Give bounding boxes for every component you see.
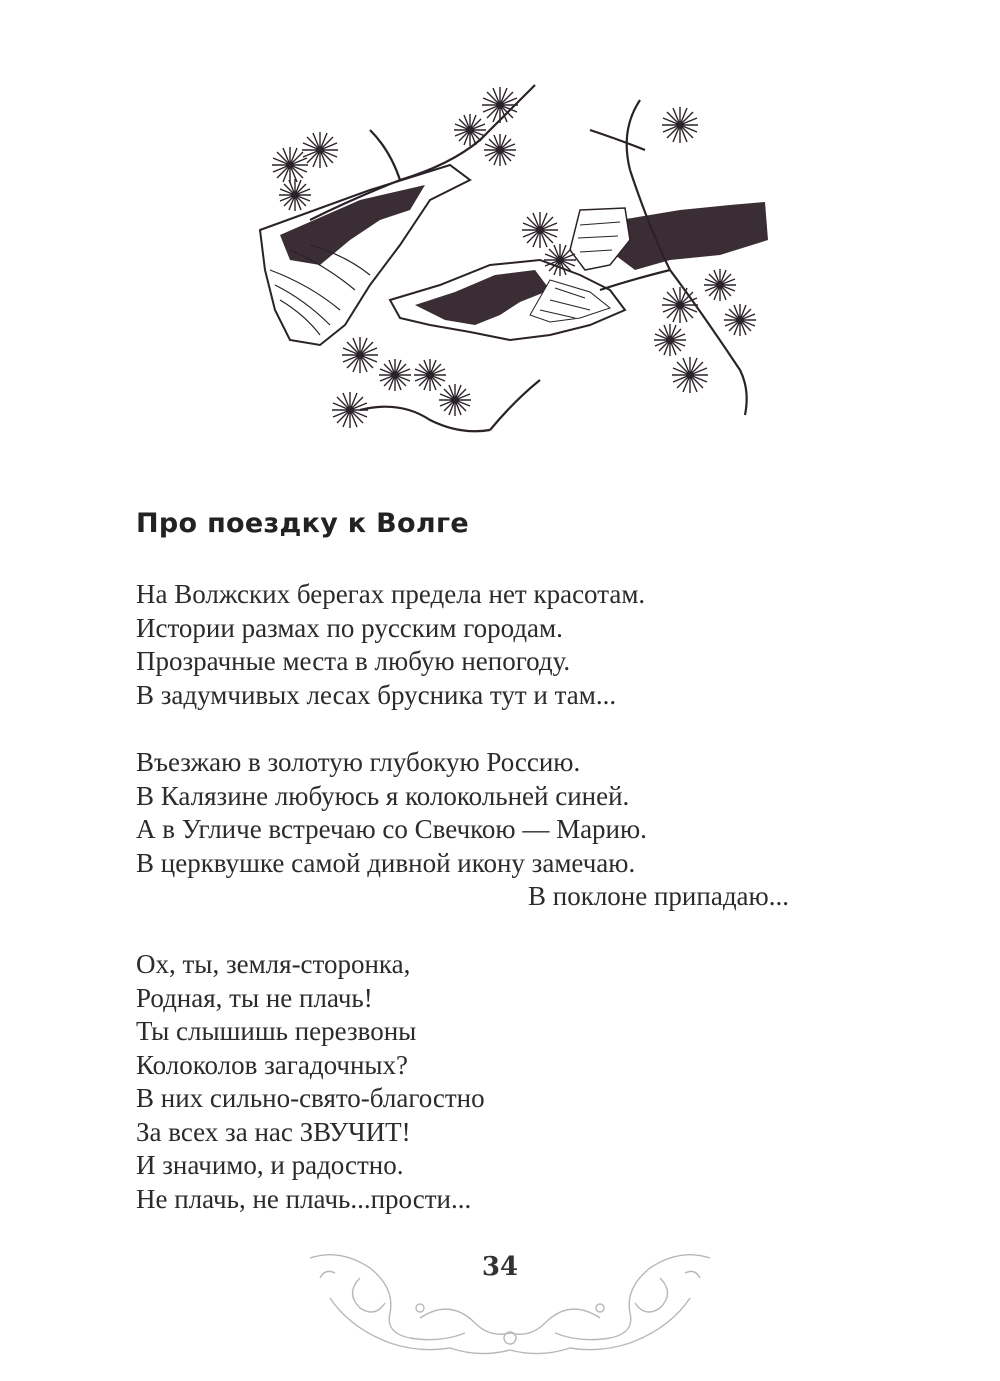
stanza-1 — [136, 578, 645, 712]
poem-line-indented: В поклоне припадаю... — [528, 881, 789, 911]
poem-line: В церквушке самой дивной икону замечаю. — [136, 847, 636, 878]
middle-rock — [390, 260, 625, 340]
poem-line: А в Угличе встречаю со Свечкою — Марию. — [136, 814, 647, 844]
poem-line: Въезжаю в золотую глубокую Россию. — [136, 747, 581, 777]
poem-line: В задумчивых лесах брусника тут и там... — [136, 679, 617, 710]
poem-line: И значимо, и радостно. — [136, 1150, 404, 1180]
poem-line: В них сильно-свято-благостно — [136, 1083, 485, 1113]
poem-line: Прозрачные места в любую непогоду. — [136, 646, 571, 676]
right-rock — [570, 202, 768, 270]
poem-title: Про поездку к Волге — [136, 508, 469, 539]
stanza-2 — [136, 746, 647, 880]
stanza-3 — [136, 948, 485, 1216]
poem-line: За всех за нас ЗВУЧИТ! — [136, 1116, 411, 1147]
poem-line: В Калязине любуюсь я колокольней синей. — [136, 780, 630, 811]
poem-line: На Волжских берегах предела нет красотам. — [136, 579, 646, 609]
poem-line: Родная, ты не плачь! — [136, 982, 373, 1013]
poem-line: Ох, ты, земля-сторонка, — [136, 949, 411, 979]
poem-line: Колоколов загадочных? — [136, 1049, 409, 1080]
pine-rocks-illustration — [250, 70, 780, 450]
poem-line: Ты слышишь перезвоны — [136, 1016, 417, 1046]
poem-line: Истории размах по русским городам. — [136, 612, 563, 643]
poem-line: Не плачь, не плачь...прости... — [136, 1183, 472, 1214]
page-number: 34 — [481, 1252, 519, 1282]
